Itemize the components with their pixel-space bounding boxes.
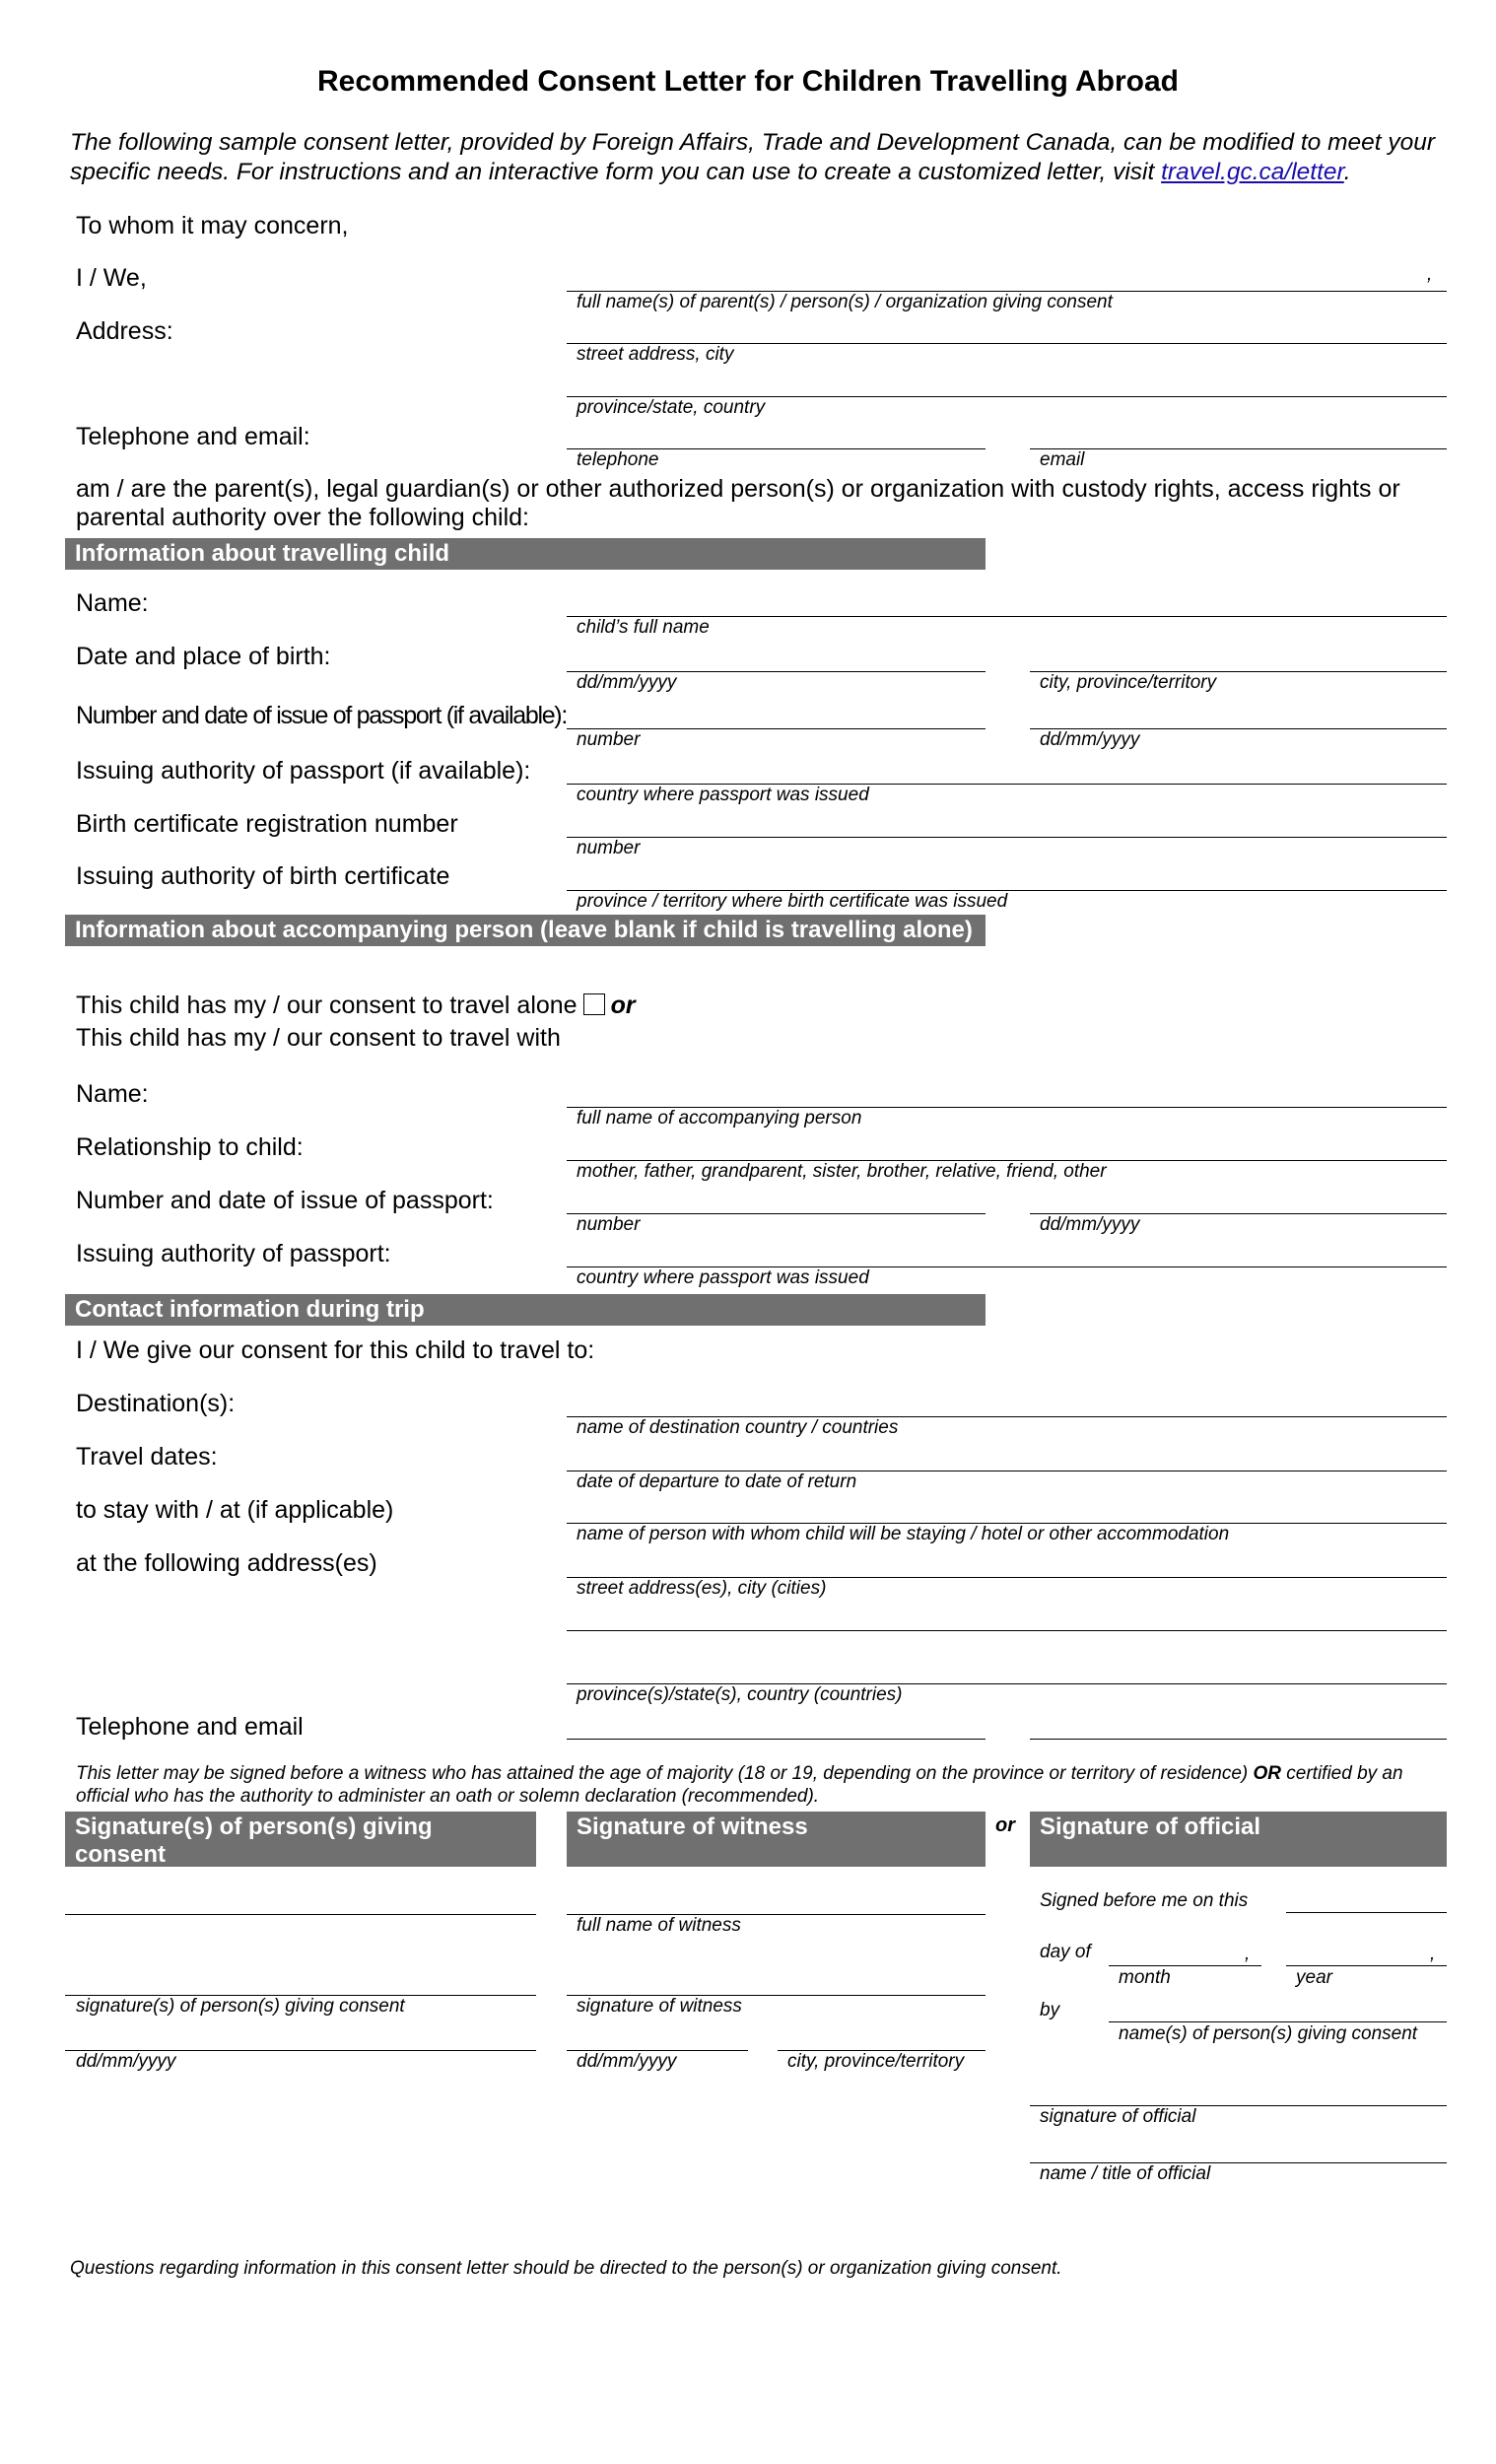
trip-telephone-label: Telephone and email [76,1713,304,1741]
persons-name-line[interactable] [65,1914,536,1915]
parent-name-caption: full name(s) of parent(s) / person(s) / organization giving consent [577,292,1113,312]
stay-with-caption: name of person with whom child will be staying / hotel or other accommodation [577,1524,1230,1544]
signed-day-field[interactable] [1286,1912,1447,1913]
page-title: Recommended Consent Letter for Children Travelling Abroad [316,65,1179,98]
child-passport-authority-label: Issuing authority of passport (if available): [76,757,531,785]
destination-caption: name of destination country / countries [577,1417,899,1438]
accompany-name-label: Name: [76,1080,149,1108]
accompany-passport-label: Number and date of issue of passport: [76,1187,494,1214]
official-signature-caption: signature of official [1040,2106,1196,2127]
witness-date-caption: dd/mm/yyyy [577,2051,677,2072]
relationship-caption: mother, father, grandparent, sister, brother, relative, friend, other [577,1161,1107,1182]
tel-email-label: Telephone and email: [76,423,310,450]
dob-label: Date and place of birth: [76,643,331,670]
trip-province-caption: province(s)/state(s), country (countries) [577,1684,903,1705]
month-comma: , [1245,1944,1251,1964]
contact-section-header: Contact information during trip [65,1294,986,1326]
or-label: or [610,992,636,1019]
parent-email-caption: email [1040,449,1085,470]
witness-note-part2: certified by an official who has the authority to administer an oath or solemn declaration (recommended). [76,1763,1403,1807]
parent-street-caption: street address, city [577,344,734,365]
child-section-header: Information about travelling child [65,538,986,570]
travel-dates-label: Travel dates: [76,1443,218,1471]
child-dob-caption: dd/mm/yyyy [577,672,677,693]
intro-end: . [1343,159,1351,185]
consenting-names-caption: name(s) of person(s) giving consent [1119,2023,1418,2044]
intro-paragraph [70,128,1450,187]
witness-name-caption: full name of witness [577,1915,741,1936]
signed-year-field[interactable] [1286,1965,1447,1966]
travel-alone-label: This child has my / our consent to travel alone [76,992,578,1019]
persons-date-caption: dd/mm/yyyy [76,2051,176,2072]
trip-street-caption: street address(es), city (cities) [577,1578,827,1599]
trip-telephone-field[interactable] [567,1739,986,1740]
witness-signature-header: Signature of witness [567,1812,986,1867]
parent-email-field[interactable] [1030,448,1447,449]
destination-label: Destination(s): [76,1390,236,1417]
consent-travel-label: I / We give our consent for this child to travel to: [76,1336,595,1364]
signed-before-label: Signed before me on this [1040,1890,1249,1911]
birth-cert-authority-label: Issuing authority of birth certificate [76,862,450,890]
trip-email-field[interactable] [1030,1739,1447,1740]
witness-note [76,1762,1451,1808]
accompany-section-header: Information about accompanying person (leave blank if child is travelling alone) [65,915,986,946]
official-signature-header: Signature of official [1030,1812,1447,1867]
accompany-authority-caption: country where passport was issued [577,1267,869,1288]
official-name-caption: name / title of official [1040,2163,1211,2184]
custody-statement: am / are the parent(s), legal guardian(s) or other authorized person(s) or organization with custody rights, access rights or parental authority over the following child: [76,475,1400,531]
child-name-label: Name: [76,589,149,617]
address-label: Address: [76,317,173,345]
stay-with-label: to stay with / at (if applicable) [76,1496,394,1524]
day-of-label: day of [1040,1942,1091,1962]
by-label: by [1040,2000,1060,2020]
birth-cert-number-field[interactable] [567,837,1447,838]
travel-link[interactable]: travel.gc.ca/letter [1161,159,1344,185]
child-passport-authority-caption: country where passport was issued [577,785,869,805]
parent-telephone-caption: telephone [577,449,659,470]
travel-with-label: This child has my / our consent to travel with [76,1024,561,1052]
child-passport-number-caption: number [577,729,641,750]
relationship-label: Relationship to child: [76,1133,304,1161]
persons-signature-header: Signature(s) of person(s) giving consent [65,1812,536,1867]
footer-note: Questions regarding information in this consent letter should be directed to the person(s) or organization giving consent. [70,2258,1062,2279]
child-passport-date-caption: dd/mm/yyyy [1040,729,1140,750]
persons-signature-caption: signature(s) of person(s) giving consent [76,1996,405,2017]
witness-note-or: OR [1253,1763,1281,1784]
year-comma: , [1430,1944,1436,1964]
signature-or-label: or [995,1814,1015,1836]
i-we-label: I / We, [76,264,147,292]
child-birthplace-caption: city, province/territory [1040,672,1217,693]
consenting-names-field[interactable] [1109,2021,1447,2022]
witness-note-part1: This letter may be signed before a witness who has attained the age of majority (18 or 19, depending on the province or territory of residence) [76,1763,1254,1784]
witness-city-caption: city, province/territory [787,2051,965,2072]
accompany-authority-label: Issuing authority of passport: [76,1240,391,1267]
accompany-passport-date-caption: dd/mm/yyyy [1040,1214,1140,1235]
year-caption: year [1296,1967,1332,1988]
month-caption: month [1119,1967,1171,1988]
travel-dates-caption: date of departure to date of return [577,1472,857,1492]
parent-name-comma: , [1427,264,1433,285]
trip-address-label: at the following address(es) [76,1549,377,1577]
birth-cert-number-caption: number [577,838,641,858]
child-passport-label: Number and date of issue of passport (if available): [76,702,567,729]
greeting: To whom it may concern, [76,212,349,240]
trip-address-line2-field[interactable] [567,1630,1447,1631]
travel-alone-row [76,992,636,1020]
intro-text: The following sample consent letter, provided by Foreign Affairs, Trade and Development Canada, can be modified to meet your specific needs. For instructions and an interactive form you can use to create a customized letter, visit [70,129,1436,185]
witness-signature-caption: signature of witness [577,1996,742,2017]
accompany-name-caption: full name of accompanying person [577,1108,862,1129]
travel-alone-checkbox[interactable] [583,993,605,1015]
accompany-passport-number-caption: number [577,1214,641,1235]
child-name-caption: child’s full name [577,617,710,638]
signed-month-field[interactable] [1109,1965,1261,1966]
birth-cert-authority-caption: province / territory where birth certificate was issued [577,891,1008,912]
birth-cert-label: Birth certificate registration number [76,810,458,838]
parent-province-caption: province/state, country [577,397,766,418]
